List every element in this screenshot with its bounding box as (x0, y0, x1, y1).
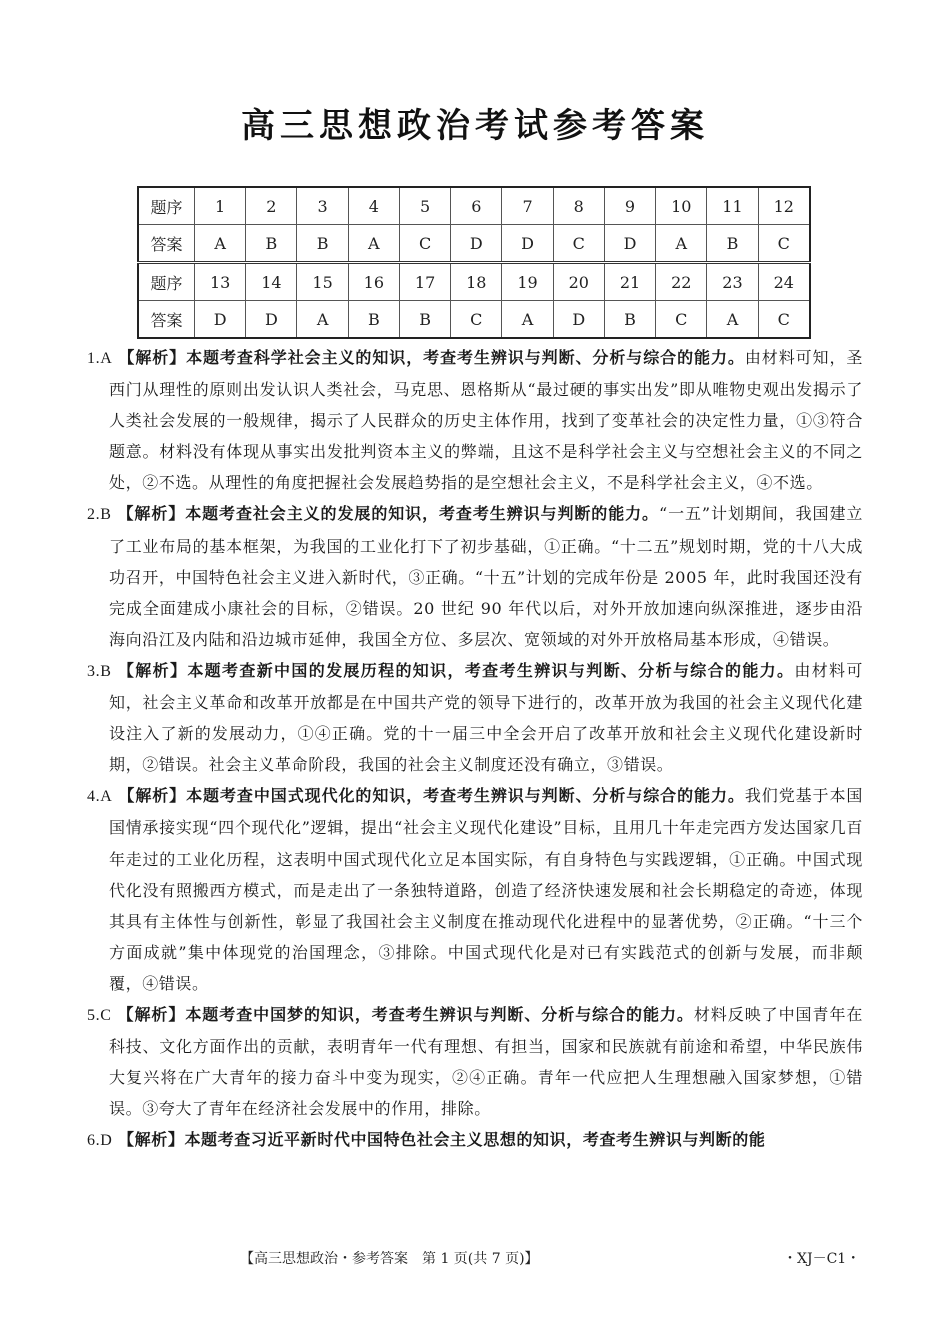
question-explanation-1 (87, 342, 863, 498)
table-cell: 16 (348, 263, 399, 301)
question-number: 5. (87, 1006, 101, 1024)
analysis-label: 【解析】 (118, 348, 187, 367)
question-number: 6. (87, 1132, 101, 1150)
table-row-numbers-2 (138, 263, 810, 301)
table-cell: 17 (399, 263, 450, 301)
table-row-answers-2 (138, 301, 810, 339)
question-answer: D (100, 1132, 113, 1150)
row-label: 答案 (138, 225, 195, 263)
analysis-lead: 本题考查科学社会主义的知识，考查考生辨识与判断、分析与综合的能力。 (186, 348, 745, 367)
table-cell: 2 (246, 187, 297, 225)
question-number: 1. (87, 350, 101, 367)
table-cell: 23 (707, 263, 758, 301)
table-cell: 11 (707, 187, 758, 225)
analysis-label: 【解析】 (117, 660, 188, 680)
table-cell: 9 (604, 187, 655, 225)
analysis-lead: 本题考查中国式现代化的知识，考查考生辨识与判断、分析与综合的能力。 (186, 786, 745, 806)
table-cell: C (656, 301, 707, 339)
table-cell: 18 (451, 263, 502, 301)
analysis-body: 材料反映了中国青年在科技、文化方面作出的贡献，表明青年一代有理想、有担当，国家和民族就有前途和希望，中华民族伟大复兴将在广大青年的接力奋斗中变为现实，②④正确。青年一代应把人生理想融入国家梦想，①错误。③夸大了青年在经济社会发展中的作用，排除。 (109, 1004, 863, 1119)
table-cell: 19 (502, 263, 553, 301)
table-cell: 24 (758, 263, 810, 301)
analysis-lead: 本题考查新中国的发展历程的知识，考查考生辨识与判断、分析与综合的能力。 (187, 660, 795, 680)
analysis-lead: 本题考查社会主义的发展的知识，考查考生辨识与判断的能力。 (185, 504, 659, 524)
explanations (87, 342, 863, 1156)
table-cell: D (246, 301, 297, 339)
table-cell: 20 (553, 263, 604, 301)
table-cell: A (707, 301, 758, 339)
table-cell: B (399, 301, 450, 339)
table-cell: C (451, 301, 502, 339)
question-answer: C (100, 1006, 112, 1024)
question-number: 4. (87, 788, 101, 806)
question-answer: B (100, 662, 112, 680)
table-cell: B (707, 225, 758, 263)
analysis-label: 【解析】 (118, 786, 187, 806)
question-explanation-4 (87, 780, 863, 999)
table-cell: B (604, 301, 655, 339)
table-cell: 8 (553, 187, 604, 225)
question-number: 2. (87, 506, 101, 524)
table-cell: A (656, 225, 707, 263)
table-cell: C (758, 225, 810, 263)
analysis-lead: 本题考查中国梦的知识，考查考生辨识与判断、分析与综合的能力。 (185, 1004, 694, 1024)
question-answer: B (100, 506, 112, 524)
footer-code: ・XJ－C1・ (783, 1251, 861, 1267)
table-cell: D (604, 225, 655, 263)
table-cell: 6 (451, 187, 502, 225)
table-row-answers-1 (138, 225, 810, 263)
table-cell: C (553, 225, 604, 263)
table-cell: A (297, 301, 348, 339)
table-cell: 7 (502, 187, 553, 225)
row-label: 题序 (138, 263, 195, 301)
analysis-body: 由材料可知，圣西门从理性的原则出发认识人类社会，马克思、恩格斯从“最过硬的事实出发”即从唯物史观出发揭示了人类社会发展的一般规律，揭示了人民群众的历史主体作用，找到了变革社会的决定性力量，①③符合题意。材料没有体现从事实出发批判资本主义的弊端，且这不是科学社会主义与空想社会主义的不同之处，②不选。从理性的角度把握社会发展趋势指的是空想社会主义，不是科学社会主义，④不选。 (109, 348, 864, 493)
table-cell: D (195, 301, 246, 339)
question-explanation-3 (87, 655, 863, 780)
table-cell: 3 (297, 187, 348, 225)
table-cell: 12 (758, 187, 810, 225)
table-cell: B (297, 225, 348, 263)
table-cell: 13 (195, 263, 246, 301)
analysis-body: 由材料可知，社会主义革命和改革开放都是在中国共产党的领导下进行的，改革开放为我国的社会主义现代化建设注入了新的发展动力，①④正确。党的十一届三中全会开启了改革开放和社会主义现代化建设新时期，②错误。社会主义革命阶段，我国的社会主义制度还没有确立，③错误。 (109, 660, 863, 775)
page-title: 高三思想政治考试参考答案 (241, 106, 709, 146)
table-cell: 10 (656, 187, 707, 225)
footer-page-info: 【高三思想政治・参考答案 第 1 页(共 7 页)】 (240, 1251, 539, 1267)
question-number: 3. (87, 662, 101, 680)
analysis-label: 【解析】 (117, 1004, 186, 1024)
question-explanation-5 (87, 999, 863, 1124)
table-cell: C (758, 301, 810, 339)
question-explanation-6 (87, 1124, 863, 1156)
table-cell: B (246, 225, 297, 263)
table-cell: 21 (604, 263, 655, 301)
table-cell: 1 (195, 187, 246, 225)
answer-key-table (137, 186, 811, 339)
table-cell: 15 (297, 263, 348, 301)
question-answer: A (100, 350, 113, 367)
table-row-numbers-1 (138, 187, 810, 225)
table-cell: A (348, 225, 399, 263)
table-cell: D (502, 225, 553, 263)
question-answer: A (100, 788, 113, 806)
table-cell: 5 (399, 187, 450, 225)
question-explanation-2 (87, 498, 863, 654)
table-cell: 14 (246, 263, 297, 301)
analysis-label: 【解析】 (117, 504, 186, 524)
table-cell: 22 (656, 263, 707, 301)
analysis-lead: 本题考查习近平新时代中国特色社会主义思想的知识，考查考生辨识与判断的能 (184, 1130, 766, 1150)
analysis-label: 【解析】 (118, 1130, 185, 1150)
table-cell: A (195, 225, 246, 263)
table-cell: C (399, 225, 450, 263)
table-cell: A (502, 301, 553, 339)
table-cell: D (451, 225, 502, 263)
analysis-body: “一五”计划期间，我国建立了工业布局的基本框架，为我国的工业化打下了初步基础，①正确。“十二五”规划时期，党的十八大成功召开，中国特色社会主义进入新时代，③正确。“十五”计划的完成年份是 2005 年，此时我国还没有完成全面建成小康社会的目标，②错误。20 世纪 90 年代以后，对外开放加速向纵深推进，逐步由沿海向沿江及内陆和沿边城市延伸，我国全方位、多层次、宽领域的对外开放格局基本形成，④错误。 (109, 504, 863, 649)
analysis-body: 我们党基于本国国情承接实现“四个现代化”逻辑，提出“社会主义现代化建设”目标，且用几十年走完西方发达国家几百年走过的工业化历程，这表明中国式现代化立足本国实际，有自身特色与实践逻辑，①正确。中国式现代化没有照搬西方模式，而是走出了一条独特道路，创造了经济快速发展和社会长期稳定的奇迹，体现其具有主体性与创新性，彰显了我国社会主义制度在推动现代化进程中的显著优势，②正确。“十三个方面成就”集中体现党的治国理念，③排除。中国式现代化是对已有实践范式的创新与发展，而非颠覆，④错误。 (109, 786, 864, 993)
table-cell: B (348, 301, 399, 339)
table-cell: 4 (348, 187, 399, 225)
row-label: 题序 (138, 187, 195, 225)
row-label: 答案 (138, 301, 195, 339)
table-cell: D (553, 301, 604, 339)
